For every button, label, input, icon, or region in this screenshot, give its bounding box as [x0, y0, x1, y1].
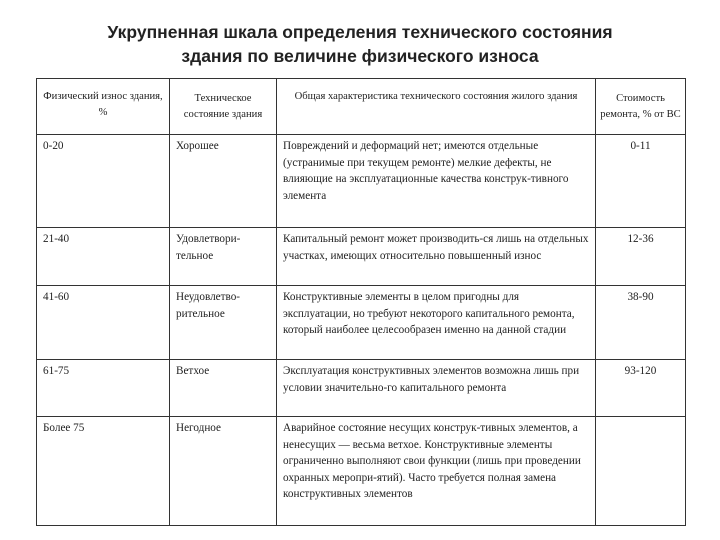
cell-wear: 61-75: [37, 360, 170, 417]
title-line-2: здания по величине физического износа: [181, 46, 539, 66]
cell-description: Конструктивные элементы в целом пригодны для эксплуатации, но требуют некоторого капитального ремонта, который наиболее целесообразен именно на данной стадии: [277, 286, 596, 360]
table-row: [37, 417, 686, 526]
cell-state: Неудовлетво-рительное: [170, 286, 277, 360]
table-row: [37, 228, 686, 286]
cell-description: Капитальный ремонт может производить-ся лишь на отдельных участках, имеющих относительно повышенный износ: [277, 228, 596, 286]
cell-wear: Более 75: [37, 417, 170, 526]
cell-state: Удовлетвори-тельное: [170, 228, 277, 286]
header-wear: Физический износ здания, %: [37, 79, 170, 135]
wear-scale-table: [36, 78, 686, 526]
table-row: [37, 135, 686, 228]
table-header-row: [37, 79, 686, 135]
header-description: Общая характеристика технического состояния жилого здания: [277, 79, 596, 135]
page-title: [0, 20, 720, 68]
cell-cost: [596, 417, 686, 526]
cell-state: Ветхое: [170, 360, 277, 417]
cell-state: Хорошее: [170, 135, 277, 228]
cell-wear: 21-40: [37, 228, 170, 286]
header-state: Техническое состояние здания: [170, 79, 277, 135]
table-row: [37, 360, 686, 417]
cell-cost: 0-11: [596, 135, 686, 228]
cell-wear: 41-60: [37, 286, 170, 360]
cell-description: Повреждений и деформаций нет; имеются отдельные (устранимые при текущем ремонте) мелкие дефекты, не влияющие на эксплуатационные качества конструк-тивного элемента: [277, 135, 596, 228]
cell-description: Эксплуатация конструктивных элементов возможна лишь при условии значительно-го капитального ремонта: [277, 360, 596, 417]
cell-cost: 93-120: [596, 360, 686, 417]
cell-cost: 12-36: [596, 228, 686, 286]
table-row: [37, 286, 686, 360]
cell-state: Негодное: [170, 417, 277, 526]
cell-cost: 38-90: [596, 286, 686, 360]
header-cost: Стоимость ремонта, % от ВС: [596, 79, 686, 135]
cell-wear: 0-20: [37, 135, 170, 228]
title-line-1: Укрупненная шкала определения технического состояния: [107, 22, 613, 42]
cell-description: Аварийное состояние несущих конструк-тивных элементов, а ненесущих — весьма ветхое. Конструктивные элементы ограниченно выполняют свои функции (лишь при проведении охранных меропри-ятий). Часто требуется полная замена конструктивных элементов: [277, 417, 596, 526]
